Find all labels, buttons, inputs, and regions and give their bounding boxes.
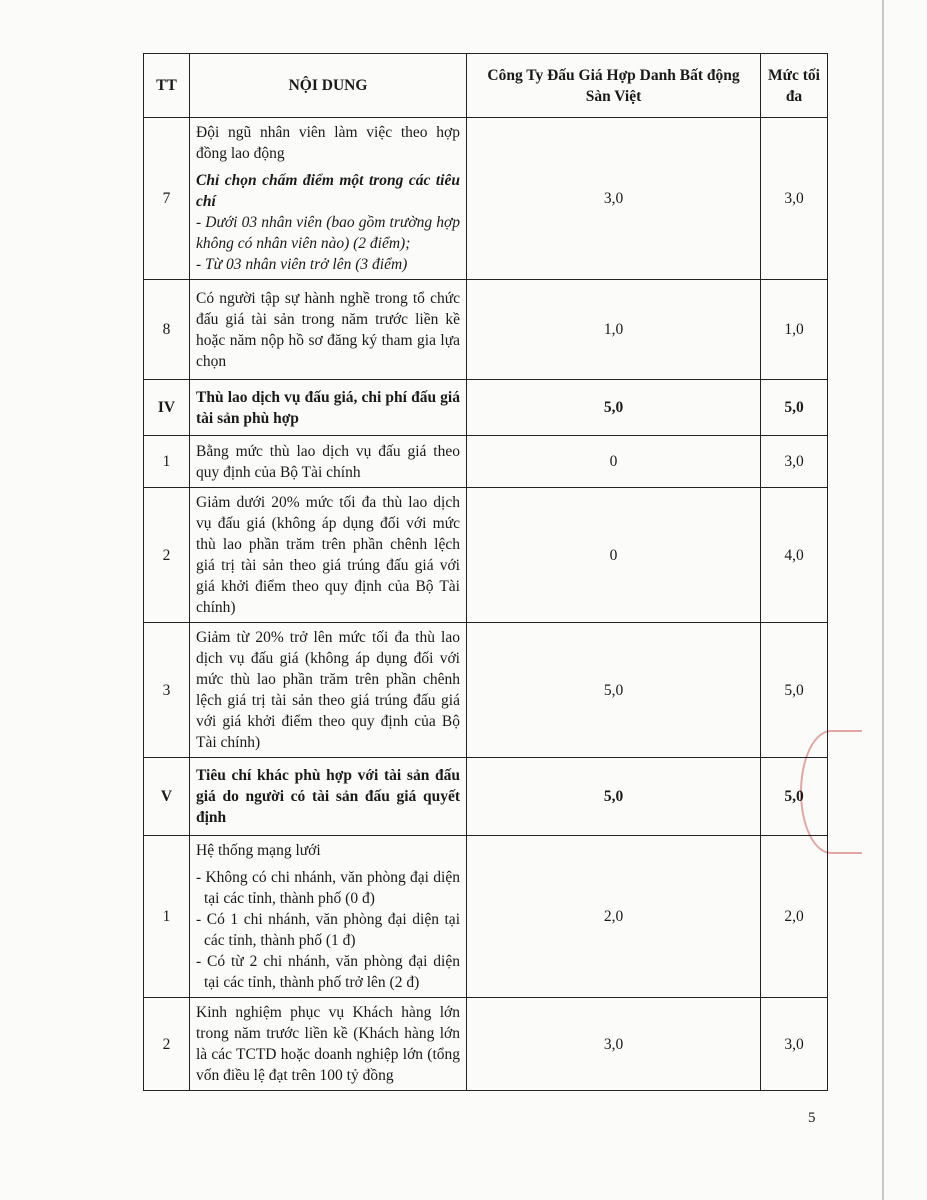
row-max: 5,0 [761, 380, 828, 436]
row-score: 2,0 [467, 836, 761, 998]
row-content: Kinh nghiệm phục vụ Khách hàng lớn trong năm trước liền kề (Khách hàng lớn là các TCTD hoặc doanh nghiệp lớn (tổng vốn điều lệ đạt trên 100 tỷ đồng [190, 998, 467, 1091]
row-content: Bằng mức thù lao dịch vụ đấu giá theo quy định của Bộ Tài chính [190, 436, 467, 488]
row-content: Tiêu chí khác phù hợp với tài sản đấu giá do người có tài sản đấu giá quyết định [190, 758, 467, 836]
row-tt: 2 [144, 998, 190, 1091]
row-tt: 3 [144, 623, 190, 758]
row-max: 3,0 [761, 998, 828, 1091]
page-edge [882, 0, 884, 1200]
row-max: 3,0 [761, 118, 828, 280]
row-tt: 7 [144, 118, 190, 280]
row-line: - Dưới 03 nhân viên (bao gồm trường hợp không có nhân viên nào) (2 điểm); [196, 214, 460, 252]
row-content: Có người tập sự hành nghề trong tổ chức đấu giá tài sản trong năm trước liền kề hoặc năm nộp hồ sơ đăng ký tham gia lựa chọn [190, 280, 467, 380]
table-row-section [144, 758, 828, 836]
row-max: 3,0 [761, 436, 828, 488]
row-tt: 1 [144, 436, 190, 488]
row-tt: V [144, 758, 190, 836]
table-row [144, 998, 828, 1091]
row-content [190, 118, 467, 280]
row-line: - Từ 03 nhân viên trở lên (3 điểm) [196, 256, 408, 273]
row-content: Thù lao dịch vụ đấu giá, chi phí đấu giá tài sản phù hợp [190, 380, 467, 436]
row-line: Hệ thống mạng lưới [196, 842, 321, 859]
row-tt: 2 [144, 488, 190, 623]
row-line: Chỉ chọn chấm điểm một trong các tiêu chí [196, 172, 460, 210]
page-number: 5 [808, 1110, 816, 1126]
row-score: 3,0 [467, 118, 761, 280]
row-tt: 1 [144, 836, 190, 998]
row-score: 1,0 [467, 280, 761, 380]
row-content: Giảm từ 20% trở lên mức tối đa thù lao dịch vụ đấu giá (không áp dụng đối với mức thù lao phần trăm trên phần chênh lệch giá trị tài sản theo giá trúng đấu giá với giá khởi điểm theo quy định của Bộ Tài chính) [190, 623, 467, 758]
row-score: 5,0 [467, 380, 761, 436]
table-row [144, 488, 828, 623]
table-row [144, 436, 828, 488]
row-content: Giảm dưới 20% mức tối đa thù lao dịch vụ đấu giá (không áp dụng đối với mức thù lao phần trăm trên phần chênh lệch giá trị tài sản theo giá trúng đấu giá với giá khởi điểm theo quy định của Bộ Tài chính) [190, 488, 467, 623]
row-line: - Có từ 2 chi nhánh, văn phòng đại diện tại các tỉnh, thành phố trở lên (2 đ) [196, 953, 460, 991]
row-line: Đội ngũ nhân viên làm việc theo hợp đồng lao động [196, 124, 460, 162]
row-max: 2,0 [761, 836, 828, 998]
row-line: - Không có chi nhánh, văn phòng đại diện tại các tỉnh, thành phố (0 đ) [196, 869, 460, 907]
table-header-row [144, 54, 828, 118]
row-score: 5,0 [467, 623, 761, 758]
row-score: 0 [467, 436, 761, 488]
row-max: 1,0 [761, 280, 828, 380]
scoring-table [143, 53, 828, 1091]
header-max: Mức tối đa [761, 54, 828, 118]
row-tt: IV [144, 380, 190, 436]
row-max: 5,0 [761, 758, 828, 836]
table-row [144, 623, 828, 758]
row-score: 0 [467, 488, 761, 623]
row-score: 5,0 [467, 758, 761, 836]
row-content [190, 836, 467, 998]
header-tt: TT [144, 54, 190, 118]
header-noi-dung: NỘI DUNG [190, 54, 467, 118]
row-line: - Có 1 chi nhánh, văn phòng đại diện tại các tỉnh, thành phố (1 đ) [196, 911, 460, 949]
header-company: Công Ty Đấu Giá Hợp Danh Bất động Sàn Việt [467, 54, 761, 118]
row-tt: 8 [144, 280, 190, 380]
row-max: 4,0 [761, 488, 828, 623]
table-row [144, 836, 828, 998]
row-max: 5,0 [761, 623, 828, 758]
table-row-section [144, 380, 828, 436]
row-score: 3,0 [467, 998, 761, 1091]
table-row [144, 118, 828, 280]
table-row [144, 280, 828, 380]
